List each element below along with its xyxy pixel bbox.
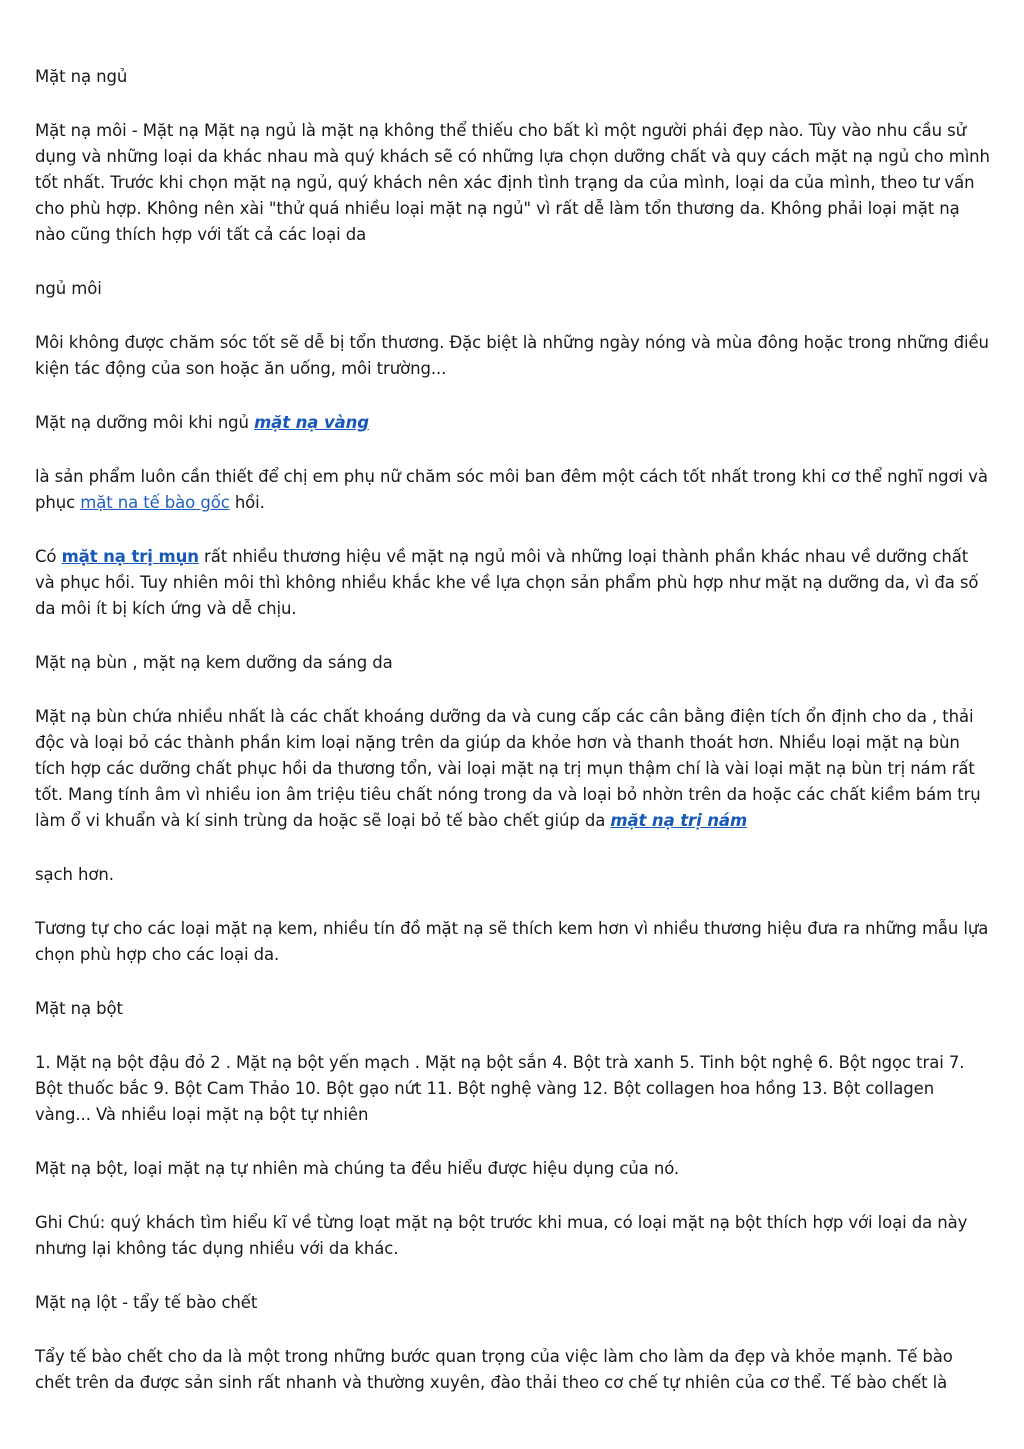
paragraph-note: Ghi Chú: quý khách tìm hiểu kĩ về từng loạt mặt nạ bột trước khi mua, có loại mặt nạ bột thích hợp với loại da này nhưng lại không tác dụng nhiều với da khác. — [35, 1213, 968, 1258]
paragraph-powder-natural: Mặt nạ bột, loại mặt nạ tự nhiên mà chúng ta đều hiểu được hiệu dụng của nó. — [35, 1159, 680, 1178]
paragraph-sleeping-mask-intro: Mặt nạ môi - Mặt nạ Mặt nạ ngủ là mặt nạ không thể thiếu cho bất kì một người phái đẹp nào. Tùy vào nhu cầu sử dụng và những loại da khác nhau mà quý khách sẽ có những lựa chọn dưỡng chất và quy cách mặt nạ ngủ cho mình tốt nhất. Trước khi chọn mặt nạ ngủ, quý khách nên xác định tình trạng da của mình, loại da của mình, theo tư vấn cho phù hợp. Không nên xài "thử quá nhiều loại mặt nạ ngủ" vì rất dễ làm tổn thương da. Không phải loại mặt nạ nào cũng thích hợp với tất cả các loại da — [35, 121, 990, 244]
link-mat-na-vang[interactable]: mặt nạ vàng — [254, 413, 369, 432]
paragraph-cream-mask: Tương tự cho các loại mặt nạ kem, nhiều tín đồ mặt nạ sẽ thích kem hơn vì nhiều thương hiệu đưa ra những mẫu lựa chọn phù hợp cho các loại da. — [35, 919, 989, 964]
link-mat-na-tri-nam[interactable]: mặt nạ trị nám — [610, 811, 748, 830]
link-mat-na-te-bao-goc[interactable]: mặt na tế bào gốc — [80, 493, 230, 512]
paragraph-lip-mask — [35, 410, 990, 436]
text-lip-mask: Mặt nạ dưỡng môi khi ngủ — [35, 413, 255, 432]
heading-lip-sleep: ngủ môi — [35, 279, 102, 298]
document-body — [35, 64, 990, 1424]
heading-mud-cream-mask: Mặt nạ bùn , mặt nạ kem dưỡng da sáng da — [35, 653, 393, 672]
text-brands-before: Có — [35, 547, 62, 566]
paragraph-powder-list: 1. Mặt nạ bột đậu đỏ 2 . Mặt nạ bột yến mạch . Mặt nạ bột sắn 4. Bột trà xanh 5. Tinh bột nghệ 6. Bột ngọc trai 7. Bột thuốc bắc 9. Bột Cam Thảo 10. Bột gạo nứt 11. Bột nghệ vàng 12. Bột collagen hoa hồng 13. Bột collagen vàng... Và nhiều loại mặt nạ bột tự nhiên — [35, 1053, 965, 1124]
paragraph-lip-brands — [35, 544, 990, 622]
text-brands-after: rất nhiều thương hiệu về mặt nạ ngủ môi và những loại thành phần khác nhau về dưỡng chất và phục hồi. Tuy nhiên môi thì không nhiều khắc khe về lựa chọn sản phẩm phù hợp như mặt nạ dưỡng da, vì đa số da môi ít bị kích ứng và dễ chịu. — [35, 547, 979, 618]
heading-sleeping-mask: Mặt nạ ngủ — [35, 67, 128, 86]
paragraph-mud-mask — [35, 704, 990, 834]
paragraph-lip-care: Môi không được chăm sóc tốt sẽ dễ bị tổn thương. Đặc biệt là những ngày nóng và mùa đông hoặc trong những điều kiện tác động của son hoặc ăn uống, môi trường... — [35, 333, 989, 378]
paragraph-lip-night-care — [35, 464, 990, 516]
text-lip-night-before: là sản phẩm luôn cần thiết để chị em phụ nữ chăm sóc môi ban đêm một cách tốt nhất trong khi cơ thể nghĩ ngơi và phục — [35, 467, 988, 512]
paragraph-cleaner: sạch hơn. — [35, 865, 114, 884]
paragraph-exfoliation: Tẩy tế bào chết cho da là một trong những bước quan trọng của việc làm cho làm da đẹp và khỏe mạnh. Tế bào chết trên da được sản sinh rất nhanh và thường xuyên, đào thải theo cơ chế tự nhiên của cơ thể. Tế bào chết là — [35, 1347, 953, 1392]
heading-peel-mask: Mặt nạ lột - tẩy tế bào chết — [35, 1293, 258, 1312]
text-mud-mask: Mặt nạ bùn chứa nhiều nhất là các chất khoáng dưỡng da và cung cấp các cân bằng điện tích ổn định cho da , thải độc và loại bỏ các thành phần kim loại nặng trên da giúp da khỏe hơn và thanh thoát hơn. Nhiều loại mặt nạ bùn tích hợp các dưỡng chất phục hồi da thương tổn, vài loại mặt nạ trị mụn thậm chí là vài loại mặt nạ bùn trị nám rất tốt. Mang tính âm vì nhiều ion âm triệu tiêu chất nóng trong da và loại bỏ nhờn trên da hoặc các chất kiềm bám trụ làm ổ vi khuẩn và kí sinh trùng da hoặc sẽ loại bỏ tế bào chết giúp da — [35, 707, 981, 830]
link-mat-na-tri-mun[interactable]: mặt nạ trị mụn — [61, 547, 199, 566]
text-lip-night-after: hồi. — [229, 493, 265, 512]
heading-powder-mask: Mặt nạ bột — [35, 999, 123, 1018]
